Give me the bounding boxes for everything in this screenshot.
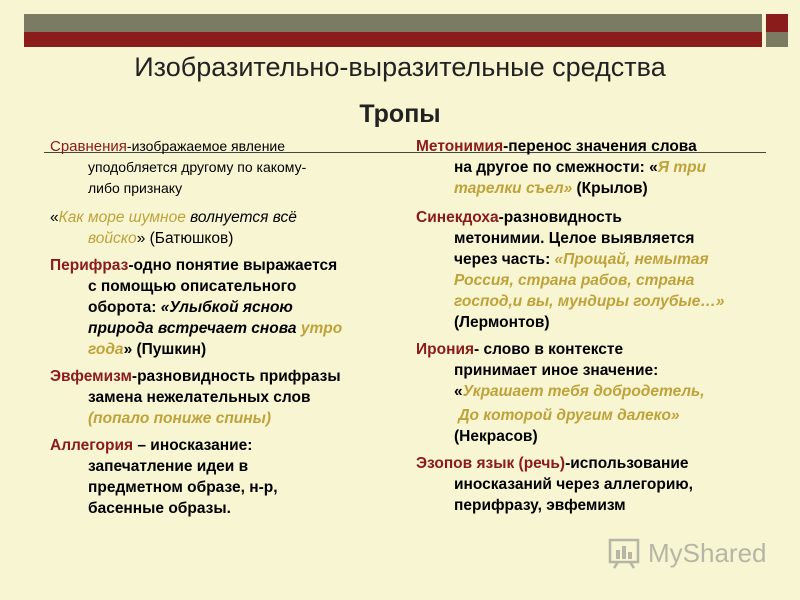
- quote-text: волнуется всё: [185, 209, 297, 226]
- right-column: [416, 136, 766, 522]
- term-def: -перенос значения слова: [503, 138, 697, 155]
- quote-text: Я три: [657, 159, 707, 176]
- term-def: перифразу, эвфемизм: [454, 497, 626, 514]
- term-metonimiya: [416, 136, 766, 199]
- quote-mark: «: [454, 383, 463, 400]
- term-label: Эвфемизм: [50, 368, 132, 385]
- left-column: [50, 136, 390, 525]
- term-label: Эзопов язык (речь): [416, 455, 566, 472]
- quote-mark: «: [50, 209, 59, 226]
- quote-text: «Прощай, немытая: [554, 251, 709, 268]
- term-def: метонимии. Целое выявляется: [454, 230, 695, 247]
- corner-square-bottom: [766, 32, 788, 47]
- quote-text: До которой другим далеко: [458, 407, 671, 424]
- slide-subtitle: Тропы: [359, 100, 441, 128]
- quote-author: (Крылов): [572, 180, 648, 197]
- term-def: предметном образе, н-р,: [88, 479, 278, 496]
- term-def: -одно понятие выражается: [128, 257, 338, 274]
- quote-mark: »: [670, 407, 680, 424]
- term-def: иносказаний через аллегорию,: [454, 476, 693, 493]
- term-sinekdoha: [416, 207, 766, 333]
- quote-text: войско: [88, 230, 137, 247]
- term-def: - слово в контексте: [474, 341, 624, 358]
- term-ezop: [416, 453, 766, 516]
- term-def: -использование: [565, 455, 689, 472]
- term-label: Ирония: [416, 341, 475, 358]
- quote-text: господ,и вы, мундиры голубые…»: [454, 293, 725, 310]
- term-label: Метонимия: [416, 138, 504, 155]
- quote-author: (Некрасов): [454, 428, 538, 445]
- term-def: -изображаемое явление: [126, 138, 286, 154]
- header-bar-bottom: [24, 32, 762, 47]
- term-def: -разновидность прифразы: [131, 368, 341, 385]
- quote-author: (Лермонтов): [454, 314, 550, 331]
- quote-author: » (Батюшков): [136, 230, 234, 247]
- term-allegoriya: [50, 435, 390, 519]
- quote-text: Украшает тебя добродетель,: [462, 383, 705, 400]
- term-evfemizm: [50, 366, 390, 429]
- term-label: Сравнения: [50, 138, 127, 155]
- quote-text: Как море шумное: [58, 209, 186, 226]
- quote-text: природа встречает снова: [88, 320, 301, 337]
- term-def: принимает иное значение:: [454, 362, 659, 379]
- header-bar-top: [24, 14, 762, 32]
- term-def: с помощью описательного: [88, 278, 297, 295]
- term-def: – иносказание:: [133, 437, 253, 454]
- term-label: Аллегория: [50, 437, 134, 454]
- term-ironiya: [416, 339, 766, 447]
- quote-text: Россия, страна рабов, страна: [454, 272, 695, 289]
- term-def: оборота:: [88, 299, 161, 316]
- corner-square-top: [766, 14, 788, 32]
- quote-text: утро: [300, 320, 343, 337]
- quote-text: тарелки съел»: [454, 180, 573, 197]
- slide-title: Изобразительно-выразительные средства: [134, 52, 666, 82]
- myshared-logo-icon: [608, 536, 642, 570]
- term-def: басенные образы.: [88, 500, 231, 517]
- term-label: Синекдоха: [416, 209, 499, 226]
- quote-author: » (Пушкин): [123, 341, 207, 358]
- term-sravnenie: [50, 136, 390, 249]
- term-def: замена нежелательных слов: [88, 389, 311, 406]
- quote-text: «Улыбкой ясною: [160, 299, 293, 316]
- term-def: через часть:: [454, 251, 555, 268]
- term-perifraz: [50, 255, 390, 360]
- watermark-text: MyShared: [648, 537, 767, 568]
- term-def: на другое по смежности: «: [454, 159, 658, 176]
- term-def: либо признаку: [88, 180, 183, 196]
- example-text: (попало пониже спины): [88, 410, 272, 427]
- watermark-logo: [608, 536, 767, 570]
- term-def: -разновидность: [498, 209, 622, 226]
- quote-text: года: [88, 341, 124, 358]
- term-def: запечатление идеи в: [88, 458, 249, 475]
- term-label: Перифраз: [50, 257, 129, 274]
- term-def: уподобляется другому по какому-: [88, 159, 307, 175]
